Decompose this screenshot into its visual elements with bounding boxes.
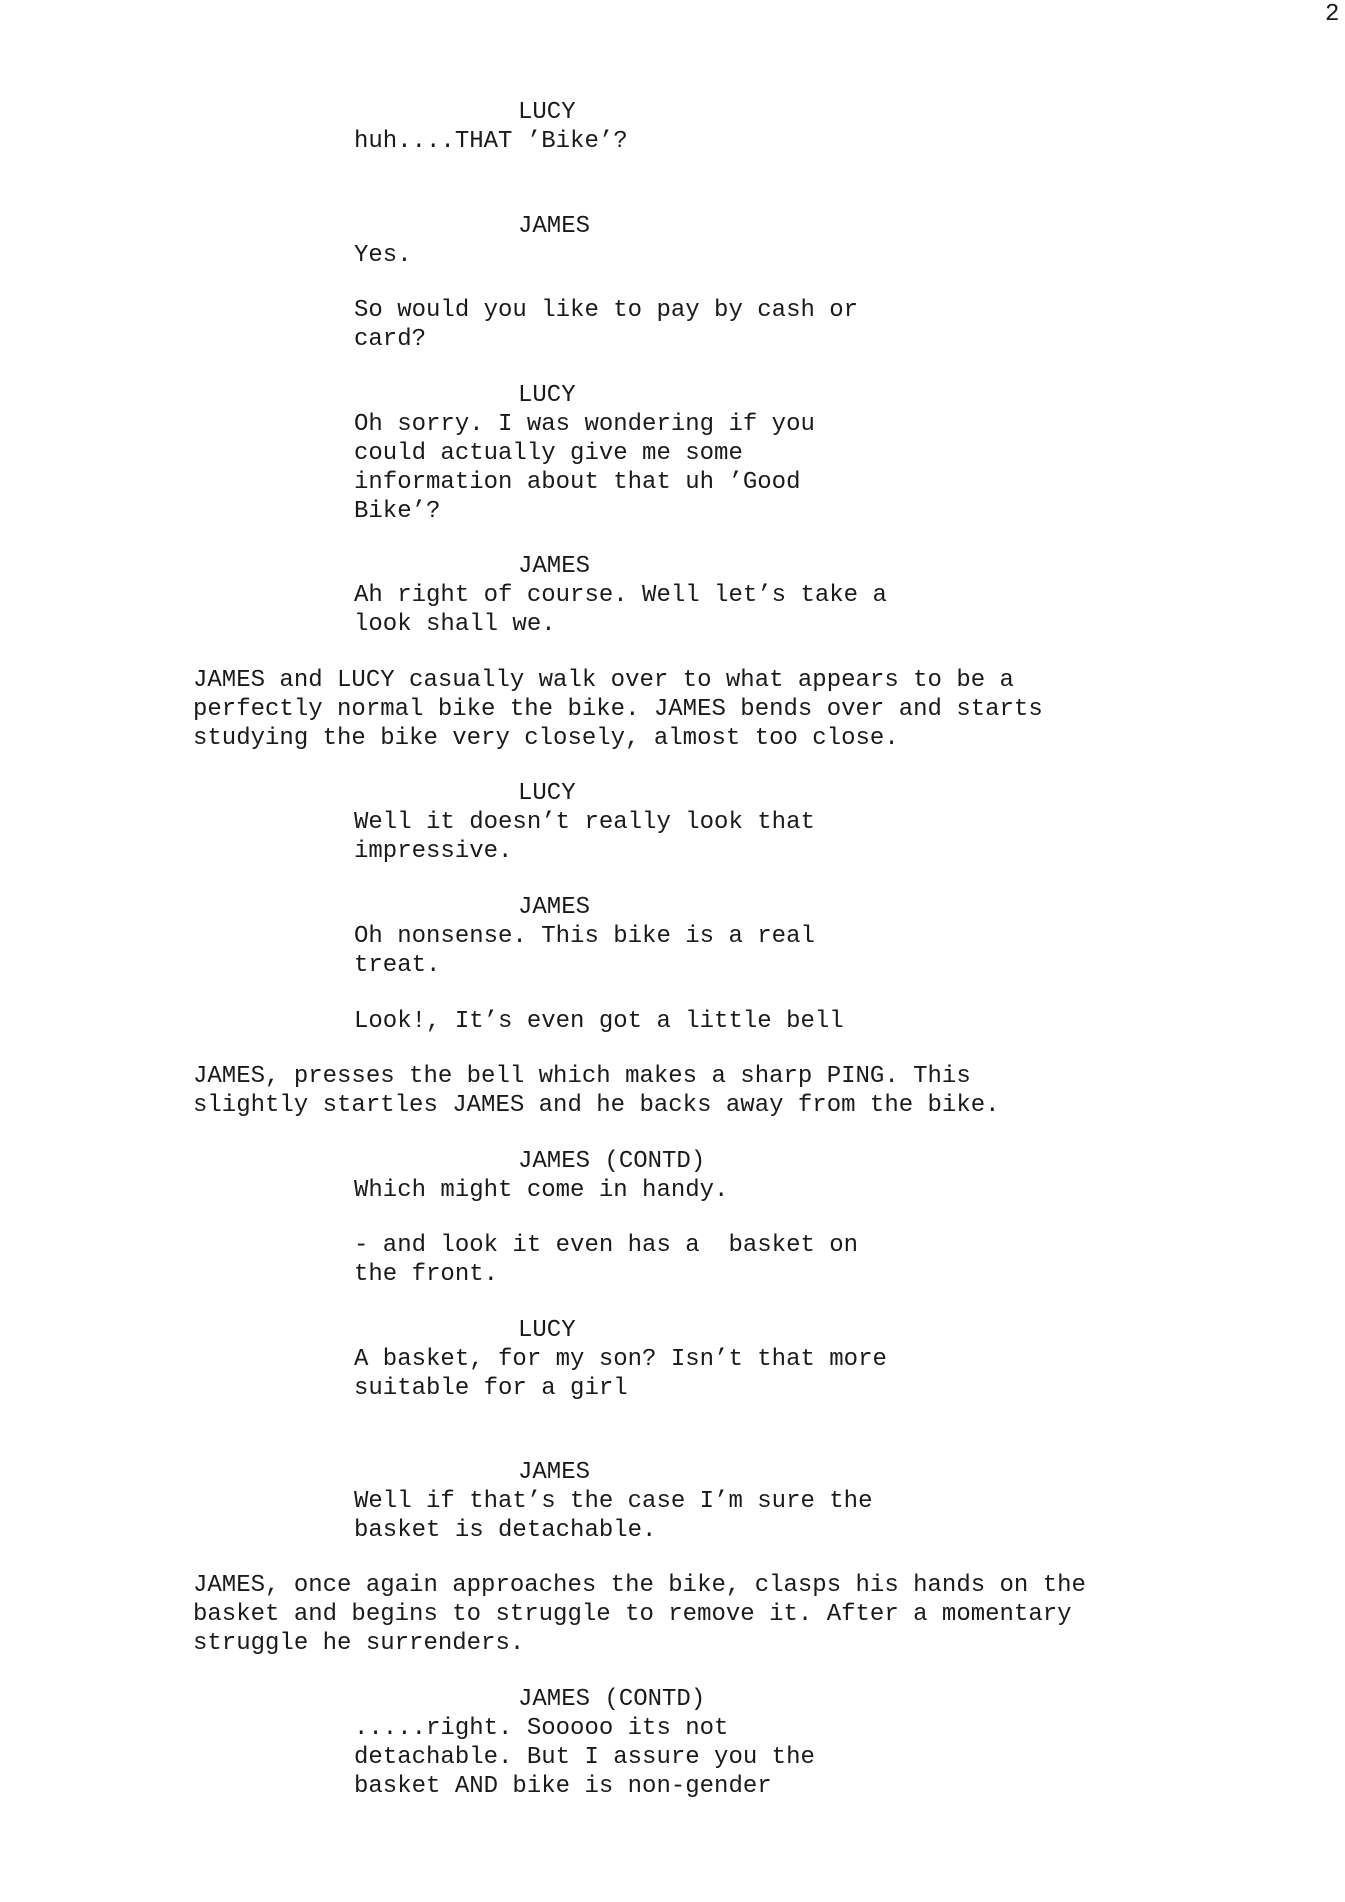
action-line: struggle he surrenders. xyxy=(193,1630,525,1657)
character-cue: JAMES (CONTD) xyxy=(518,1148,706,1175)
dialogue-line: A basket, for my son? Isn’t that more xyxy=(354,1346,887,1373)
character-cue: LUCY xyxy=(518,99,576,126)
dialogue-line: Bike’? xyxy=(354,498,441,525)
character-cue: JAMES xyxy=(518,1459,591,1486)
dialogue-line: look shall we. xyxy=(354,611,556,638)
page-number: 2 xyxy=(1325,1,1340,28)
character-cue: JAMES (CONTD) xyxy=(518,1686,706,1713)
dialogue-line: suitable for a girl xyxy=(354,1375,628,1402)
dialogue-line: Oh sorry. I was wondering if you xyxy=(354,411,815,438)
dialogue-line: card? xyxy=(354,326,427,353)
action-line: JAMES and LUCY casually walk over to what appears to be a xyxy=(193,667,1014,694)
dialogue-line: Well if that’s the case I’m sure the xyxy=(354,1488,873,1515)
dialogue-line: Which might come in handy. xyxy=(354,1177,729,1204)
dialogue-line: Well it doesn’t really look that xyxy=(354,809,815,836)
dialogue-line: huh....THAT ’Bike’? xyxy=(354,128,628,155)
character-cue: LUCY xyxy=(518,780,576,807)
action-line: JAMES, once again approaches the bike, clasps his hands on the xyxy=(193,1572,1086,1599)
character-cue: JAMES xyxy=(518,553,591,580)
dialogue-line: - and look it even has a basket on xyxy=(354,1232,859,1259)
dialogue-line: the front. xyxy=(354,1261,499,1288)
dialogue-line: .....right. Sooooo its not xyxy=(354,1715,729,1742)
character-cue: LUCY xyxy=(518,382,576,409)
dialogue-line: Yes. xyxy=(354,242,412,269)
dialogue-line: impressive. xyxy=(354,838,513,865)
dialogue-line: basket AND bike is non-gender xyxy=(354,1773,772,1800)
dialogue-line: So would you like to pay by cash or xyxy=(354,297,859,324)
character-cue: JAMES xyxy=(518,213,591,240)
character-cue: LUCY xyxy=(518,1317,576,1344)
action-line: studying the bike very closely, almost too close. xyxy=(193,725,899,752)
dialogue-line: Oh nonsense. This bike is a real xyxy=(354,923,815,950)
action-line: basket and begins to struggle to remove it. After a momentary xyxy=(193,1601,1072,1628)
action-line: JAMES, presses the bell which makes a sharp PING. This xyxy=(193,1063,971,1090)
action-line: slightly startles JAMES and he backs away from the bike. xyxy=(193,1092,1000,1119)
dialogue-line: could actually give me some xyxy=(354,440,743,467)
dialogue-line: treat. xyxy=(354,952,441,979)
dialogue-line: basket is detachable. xyxy=(354,1517,657,1544)
dialogue-line: Ah right of course. Well let’s take a xyxy=(354,582,887,609)
action-line: perfectly normal bike the bike. JAMES bends over and starts xyxy=(193,696,1043,723)
dialogue-line: Look!, It’s even got a little bell xyxy=(354,1008,844,1035)
dialogue-line: detachable. But I assure you the xyxy=(354,1744,815,1771)
character-cue: JAMES xyxy=(518,894,591,921)
dialogue-line: information about that uh ’Good xyxy=(354,469,801,496)
